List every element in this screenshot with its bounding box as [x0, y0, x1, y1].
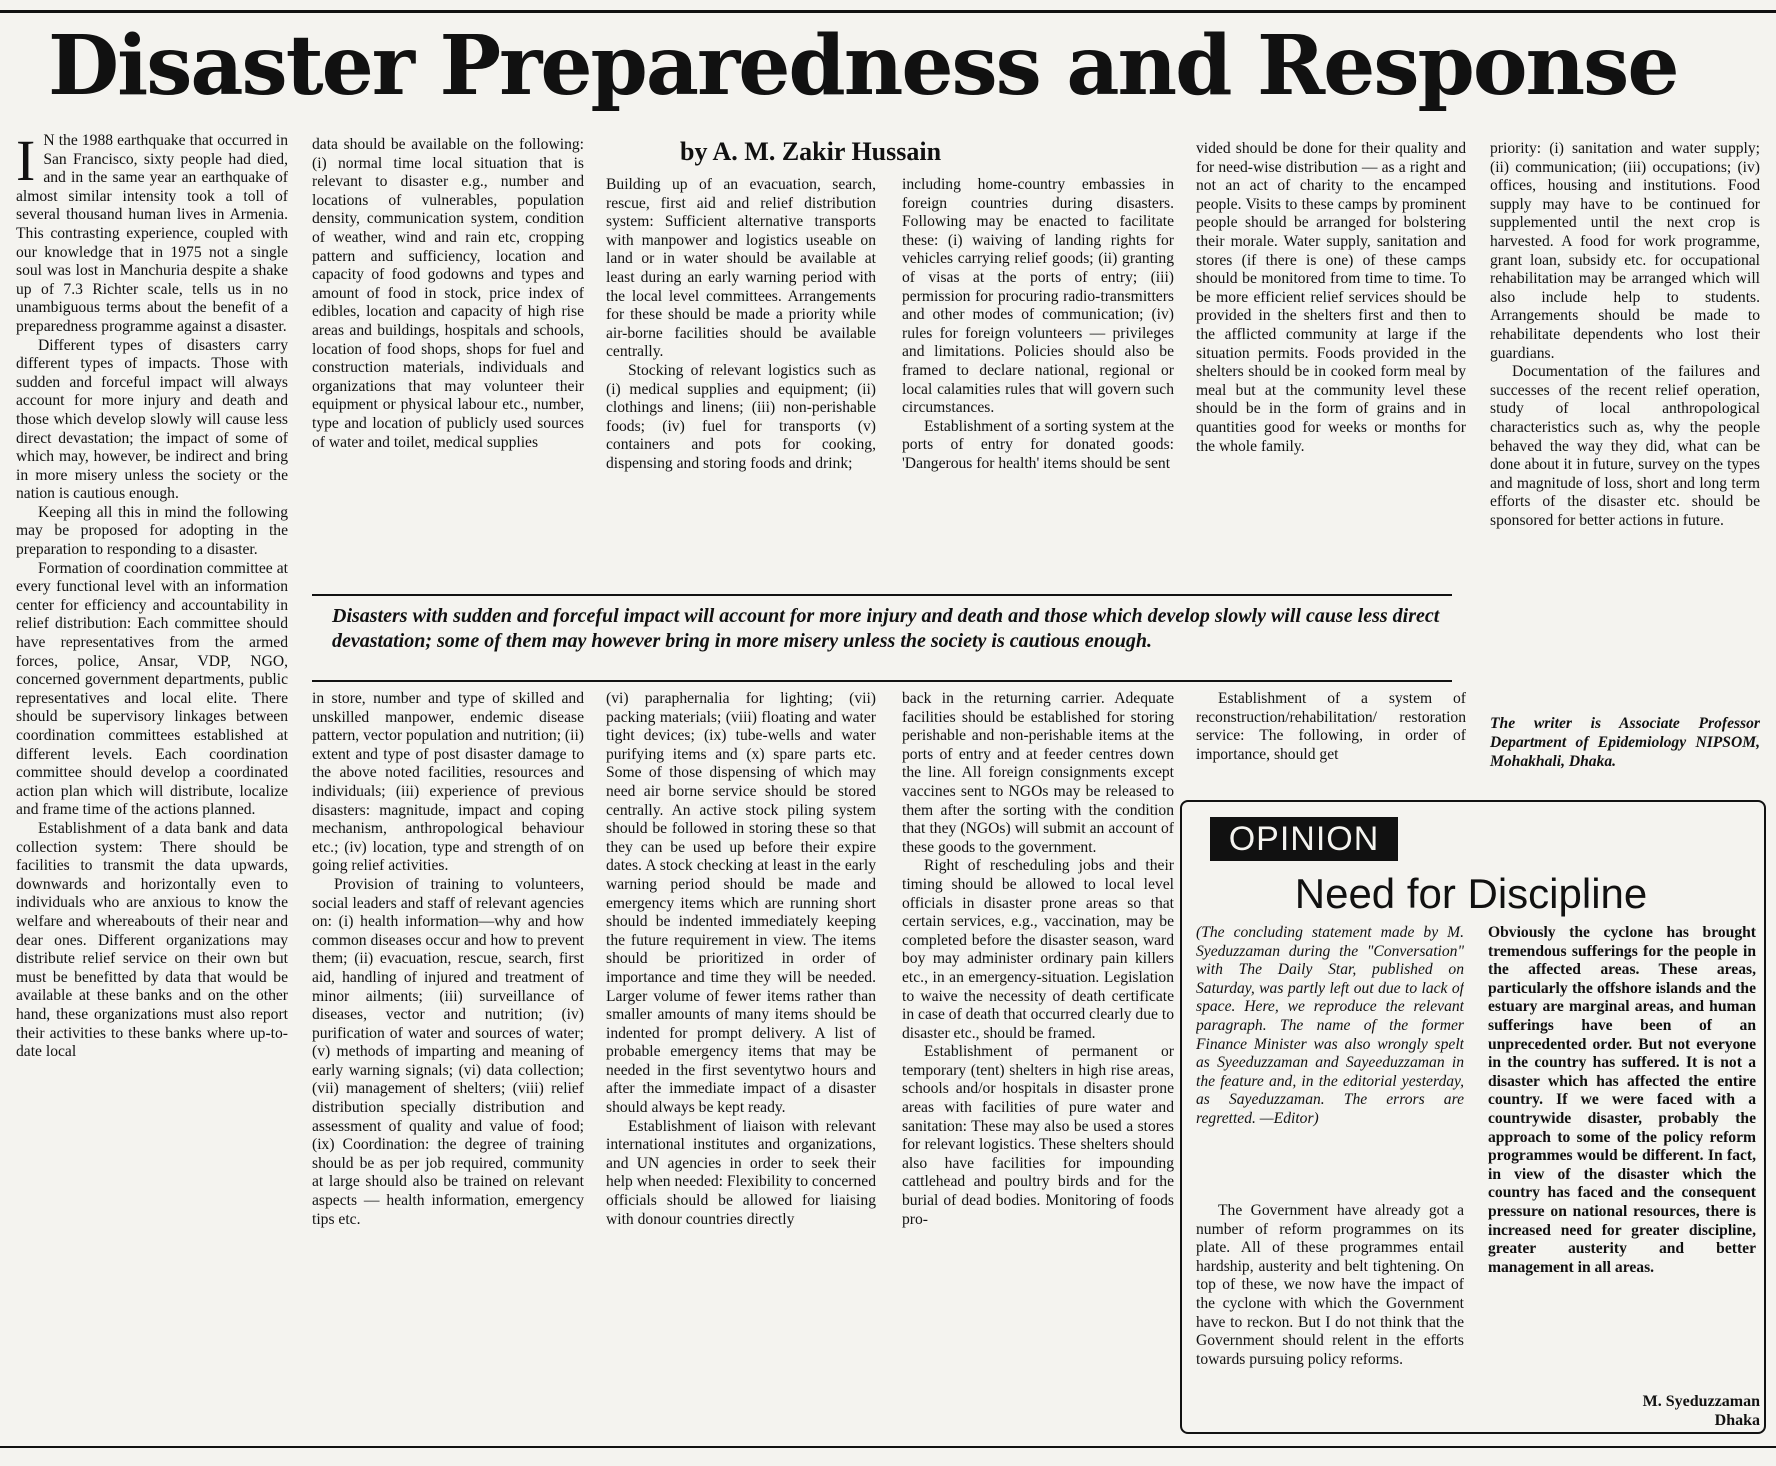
paragraph: N the 1988 earthquake that occurred in San Francisco, sixty people had died, and in the same year an earthquake of almost similar intensity took a toll of several thousand human lives in Armenia. This contrasting experience, coupled with our knowledge that in 1975 not a single soul was lost in Manchuria despite a shake up of 7.3 Richter scale, tells us in no unambiguous terms about the benefit of a preparedness programme against a disaster.: [16, 132, 288, 335]
article-column-6: [1490, 140, 1760, 706]
paragraph: Establishment of permanent or temporary (tent) shelters in high rise areas, schools and/or hospitals in disaster prone areas with facilities of pure water and sanitation: These may also be used a stores for relevant logistics. These shelters should also have facilities for impounding cattlehead and poultry birds and for the burial of dead bodies. Monitoring of foods pro-: [902, 1043, 1174, 1228]
article-column-5-bottom: [1196, 690, 1466, 786]
paragraph: Establishment of a data bank and data collection system: There should be facilities to transmit the data upwards, downwards and horizontally even to individuals who are anxious to know the welfare and whereabouts of their near and dear ones. Different organizations may distribute relief service on their own but must be benefitted by data that would be available at these banks and on the other hand, these organizations must also report their activities to these banks where up-to-date local: [16, 819, 288, 1061]
paragraph: (The concluding statement made by M. Syeduzzaman during the "Conversation" with The Daily Star, published on Saturday, was partly left out due to lack of space. Here, we reproduce the relevant paragraph. The name of the former Finance Minister was also wrongly spelt as Syeeduzzaman and Sayeeduzzaman in the feature and, in the editorial yesterday, as Sayeduzzaman. The errors are regretted. —Editor): [1196, 924, 1464, 1127]
paragraph: Documentation of the failures and successes of the recent relief operation, study of local anthropological characteristics such as, why the people behaved the way they did, what can be done about it in future, survey on the types and magnitude of loss, short and long term efforts of the disaster etc. should be sponsored for better actions in future.: [1490, 363, 1760, 529]
paragraph: data should be available on the following: (i) normal time local situation that is relevant to disaster e.g., number and locations of vulnerables, population density, communication system, condition of weather, wind and rain etc, cropping pattern and sufficiency, location and capacity of food godowns and types and amount of food in stock, price index of edibles, location and capacity of high rise areas and buildings, hospitals and schools, location of food shops, shops for fuel and construction materials, individuals and organizations that may volunteer their equipment or physical labour etc., number, type and location of publicly used sources of water and toilet, medical supplies: [312, 136, 584, 451]
paragraph: vided should be done for their quality and for need-wise distribution — as a right and not an act of charity to the encamped people. Visits to these camps by prominent people should be arranged for bolstering their morale. Water supply, sanitation and stores (if there is one) of these camps should be monitored from time to time. To be more efficient relief services should be provided in the shelters first and then to the afflicted community at large if the situation permits. Foods provided in the shelters should be in cooked form meal by meal but at the community level these should be in the form of grains and in quantities good for weeks or months for the whole family.: [1196, 140, 1466, 455]
author-credit: The writer is Associate Professor Department of Epidemiology NIPSOM, Mohakhali, Dhaka.: [1490, 715, 1760, 770]
paragraph: Building up of an evacuation, search, rescue, first aid and relief distribution system: Sufficient alternative transports with manpower and logistics useable on land or in water should be available at least during an early warning period with the local level committees. Arrangements for these should be made a priority while air-borne facilities should be available centrally.: [606, 176, 876, 361]
paragraph: including home-country embassies in foreign countries during disasters. Following may be enacted to facilitate these: (i) waiving of landing rights for vehicles carrying relief goods; (ii) granting of visas at the ports of entry; (iii) permission for procuring radio-transmitters and other modes of communication; (iv) rules for foreign volunteers — privileges and limitations. Policies should also be framed to declare national, regional or local calamities rules that will govern such circumstances.: [902, 176, 1174, 417]
opinion-editor-note: [1196, 924, 1464, 1192]
paragraph: The Government have already got a number of reform programmes on its plate. All of these programmes entail hardship, austerity and belt tightening. On top of these, we now have the impact of the cyclone with which the Government have to reckon. But I do not think that the Government should relent in the efforts towards pursuing policy reforms.: [1196, 1202, 1464, 1368]
page-title: Disaster Preparedness and Response: [48, 18, 1678, 114]
paragraph: Provision of training to volunteers, social leaders and staff of relevant agencies on: (i) health information—why and how common diseases occur and how to prevent them; (ii) evacuation, rescue, search, first aid, handling of injured and treatment of minor ailments; (iii) surveillance of diseases, vector and nutrition; (iv) purification of water and sources of water; (v) methods of imparting and meaning of early warning signals; (vi) data collection; (vii) management of shelters; (viii) relief distribution specially distribution and assessment of quality and value of food; (ix) Coordination: the degree of training should be as per job required, community at large should also be trained on relevant aspects — health information, emergency tips etc.: [312, 875, 584, 1228]
opinion-banner: OPINION: [1210, 817, 1398, 861]
opinion-title: Need for Discipline: [1294, 870, 1648, 917]
pull-quote: Disasters with sudden and forceful impact will account for more injury and death and those which develop slowly will cause less direct devastation; some of them may however bring in more misery unless the society is cautious enough.: [332, 605, 1440, 652]
article-column-1: [16, 132, 288, 1444]
article-column-2-top: [312, 136, 584, 578]
article-column-3-bottom: [606, 690, 876, 1444]
byline: by A. M. Zakir Hussain: [680, 137, 942, 166]
article-column-5-top: [1196, 140, 1466, 578]
article-column-3-top: [606, 176, 876, 578]
paragraph: Establishment of liaison with relevant international institutes and organizations, and UN agencies in order to seek their help when needed: Flexibility to concerned officials should be allowed for liaising with donour countries directly: [606, 1117, 876, 1228]
article-column-4-top: [902, 176, 1174, 578]
pull-quote-rule-bottom: [312, 680, 1452, 682]
opinion-body-right: [1488, 924, 1756, 1364]
paragraph: Formation of coordination committee at every functional level with an information center for efficiency and accountability in relief distribution: Each committee should have representatives from the armed forces, police, Ansar, VDP, NGO, concerned government departments, public representatives and local elite. There should be supervisory linkages between coordination committees established at different levels. Each coordination committee should develop a coordinated action plan which will distribute, localize and frame time of the actions planned.: [16, 559, 288, 819]
paragraph: priority: (i) sanitation and water supply; (ii) communication; (iii) occupations; (iv) offices, housing and institutions. Food supply may have to be continued for supplemented until the next crop is harvested. A food for work programme, grant loan, subsidy etc. for occupational rehabilitation may be arranged which will also include help to students. Arrangements should be made to rehabilitate dependents who lost their guardians.: [1490, 140, 1760, 362]
paragraph: back in the returning carrier. Adequate facilities should be established for storing perishable and non-perishable items at the ports of entry and at feeder centres down the line. All foreign consignments except vaccines sent to NGOs may be released to them after the sorting with the condition that they (NGOs) will submit an account of these goods to the government.: [902, 690, 1174, 856]
article-column-2-bottom: [312, 690, 584, 1444]
paragraph: Establishment of a system of reconstruction/rehabilitation/ restoration service: The following, in order of importance, should get: [1196, 690, 1466, 763]
paragraph: Keeping all this in mind the following may be proposed for adopting in the preparation to responding to a disaster.: [16, 503, 288, 559]
drop-cap: I: [16, 132, 36, 193]
paragraph: Obviously the cyclone has brought tremendous sufferings for the people in the affected areas. These areas, particularly the offshore islands and the estuary are marginal areas, and human sufferings have been of an unprecedented order. But not everyone in the country has suffered. It is not a disaster which has affected the entire country. If we were faced with a countrywide disaster, probably the approach to some of the policy reform programmes would be different. In fact, in view of the disaster which the country has faced and the consequent pressure on national resources, there is increased need for greater discipline, greater austerity and better management in all areas.: [1488, 924, 1756, 1276]
opinion-signature: [1540, 1392, 1760, 1430]
bottom-rule: [0, 1446, 1776, 1448]
article-column-4-bottom: [902, 690, 1174, 1444]
paragraph: in store, number and type of skilled and unskilled manpower, endemic disease pattern, vector population and nutrition; (ii) extent and type of post disaster damage to the above noted facilities, resources and individuals; (iii) experience of previous disasters: magnitude, impact and coping mechanism, anthropological behaviour etc.; (iv) location, type and strength of on going relief activities.: [312, 690, 584, 875]
paragraph: (vi) paraphernalia for lighting; (vii) packing materials; (viii) floating and water tight devices; (ix) tube-wells and water purifying items and (x) spare parts etc. Some of those dispensing of which may need air borne service should be stored centrally. An active stock piling system should be followed in storing these so that they can be used up before their expire dates. A stock checking at least in the early warning period should be made and emergency items which are running short should be indented immediately keeping the future requirement in view. The items should be prioritized in order of importance and time they will be needed. Larger volume of fewer items rather than smaller amounts of many items should be indented for prompt delivery. A list of probable emergency items that may be needed in the first seventytwo hours and after the immediate impact of a disaster should always be kept ready.: [606, 690, 876, 1117]
signature-name: M. Syeduzzaman: [1642, 1393, 1760, 1410]
paragraph: Different types of disasters carry different types of impacts. Those with sudden and forceful impact will always account for more injury and death and those which develop slowly will cause less direct devastation; the impact of some of which may, however, be indirect and bring in more misery unless the society or the nation is cautious enough.: [16, 336, 288, 503]
signature-place: Dhaka: [1714, 1412, 1760, 1429]
opinion-body-left: [1196, 1202, 1464, 1424]
paragraph: Establishment of a sorting system at the ports of entry for donated goods: 'Dangerous for health' items should be sent: [902, 417, 1174, 472]
pull-quote-rule-top: [312, 594, 1452, 596]
paragraph: Stocking of relevant logistics such as (i) medical supplies and equipment; (ii) clothings and linens; (iii) non-perishable foods; (iv) fuel for transports (v) containers and pots for cooking, dispensing and storing foods and drink;: [606, 361, 876, 472]
paragraph: Right of rescheduling jobs and their timing should be allowed to local level officials in disaster prone areas so that certain services, e.g., vaccination, may be completed before the disaster season, ward boy may administer ordinary pain killers etc., in an emergency-situation. Legislation to waive the necessity of death certificate in case of death that occurred clearly due to disaster etc., should be framed.: [902, 857, 1174, 1042]
